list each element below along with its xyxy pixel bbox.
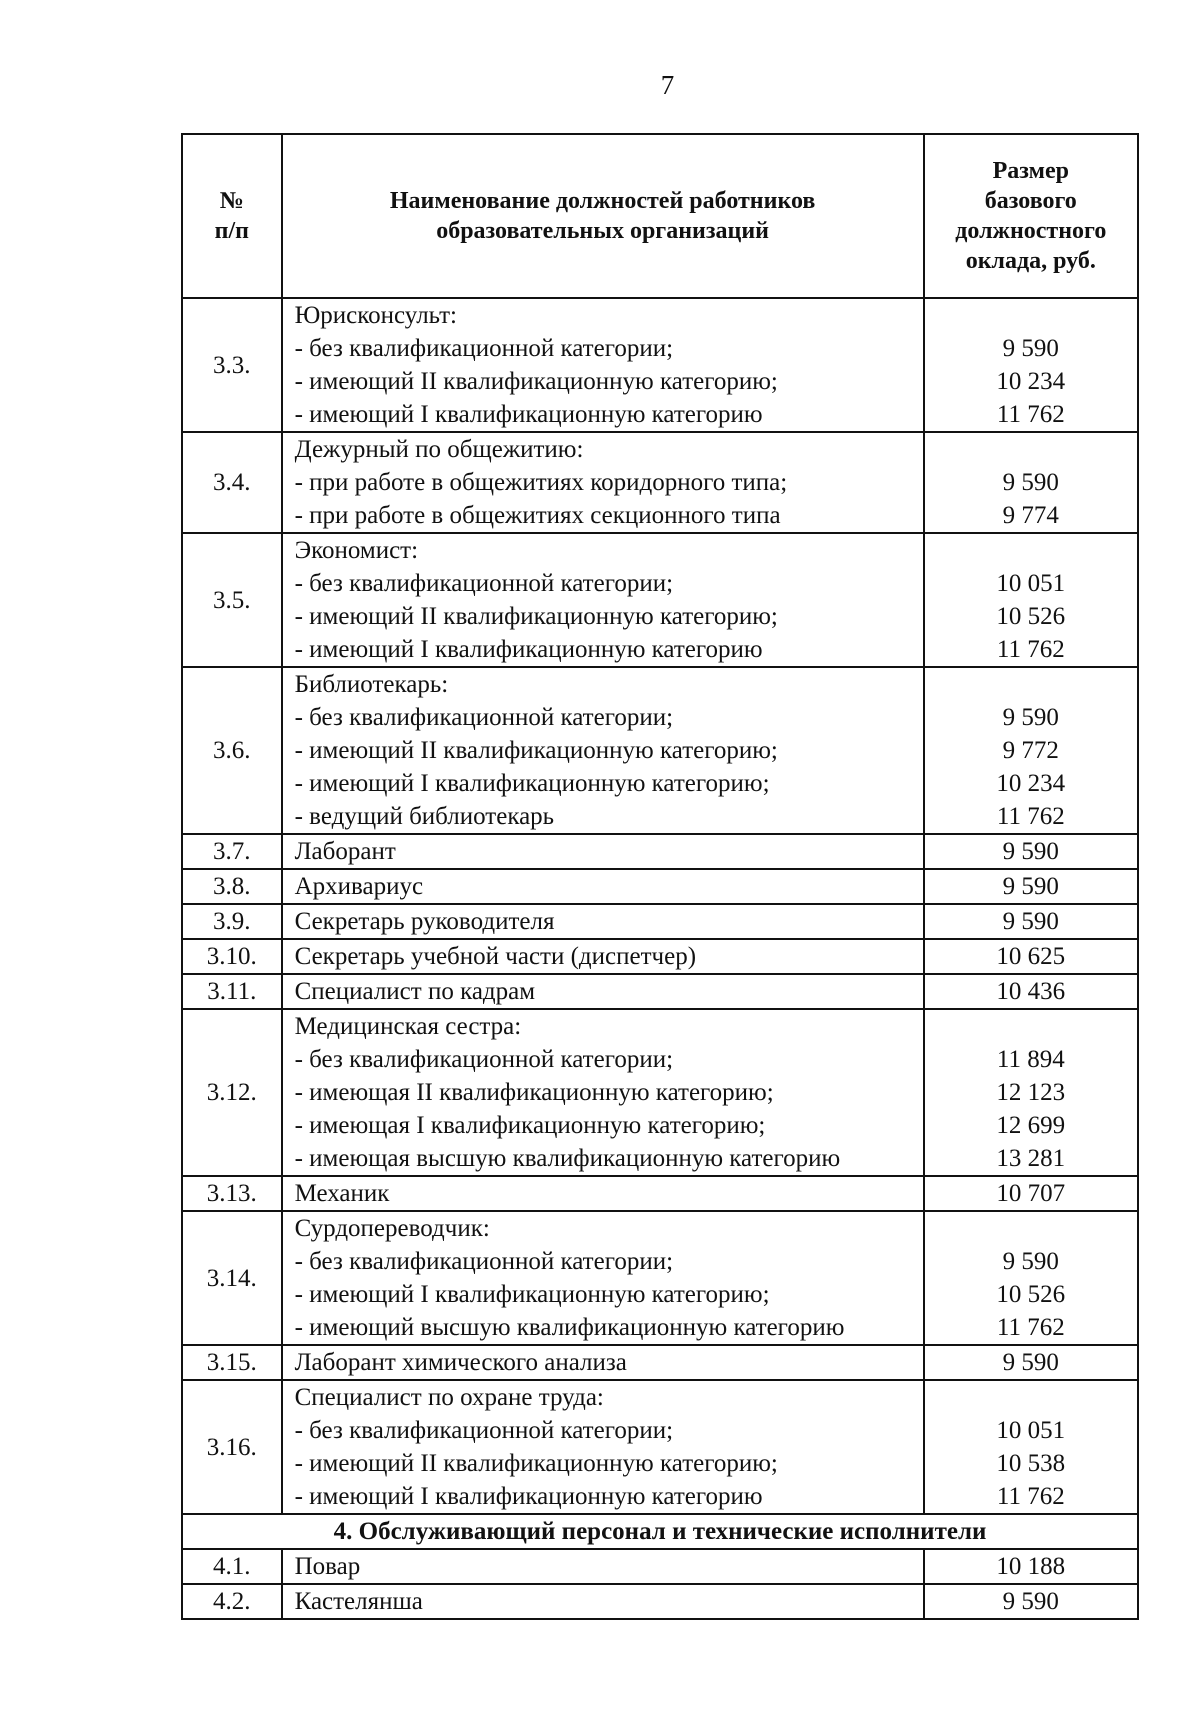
salary-value: 10 234 [996,770,1066,797]
row-number: 3.9. [182,904,282,939]
salary-value [935,1212,1127,1245]
header-number [182,134,282,298]
salary-cell [924,298,1138,432]
position-line: - ведущий библиотекарь [294,803,555,830]
position-name-cell [282,1584,924,1619]
position-line: - имеющий II квалификационную категорию; [294,368,778,395]
position-line: Сурдопереводчик: [294,1215,490,1242]
salary-cell [924,1345,1138,1380]
salary-value: 10 526 [996,1281,1066,1308]
position-line: - имеющая I квалификационную категорию; [294,1112,766,1139]
header-salary-line: оклада, руб. [965,248,1096,274]
header-salary-line: базового [984,188,1077,214]
position-line: Экономист: [294,537,419,564]
position-name-cell [282,1549,924,1584]
salary-value [935,534,1127,567]
salary-value: 10 234 [996,368,1066,395]
row-number: 3.16. [182,1380,282,1514]
salary-cell [924,667,1138,834]
position-line: Секретарь руководителя [294,908,555,935]
salary-cell [924,939,1138,974]
position-line: - имеющий II квалификационную категорию; [294,603,778,630]
row-number: 3.5. [182,533,282,667]
table-body [182,298,1138,1619]
salary-cell [924,974,1138,1009]
row-number: 3.10. [182,939,282,974]
salary-value [935,433,1127,466]
position-line: Лаборант химического анализа [294,1349,627,1376]
salary-value: 10 707 [996,1180,1066,1207]
position-line: Дежурный по общежитию: [294,436,584,463]
position-line: Специалист по охране труда: [294,1384,604,1411]
salary-table [181,133,1139,1620]
salary-value: 10 051 [996,1417,1066,1444]
table-header-row [182,134,1138,298]
position-line: - без квалификационной категории; [294,1046,674,1073]
position-line: Библиотекарь: [294,671,449,698]
row-number: 3.13. [182,1176,282,1211]
position-line: - имеющий I квалификационную категорию [294,636,763,663]
salary-value: 11 762 [996,1314,1065,1341]
row-number: 3.3. [182,298,282,432]
header-salary-line: Размер [992,158,1069,184]
salary-value: 11 762 [996,1483,1065,1510]
header-position-name [282,134,924,298]
row-number: 3.12. [182,1009,282,1176]
salary-value: 10 436 [996,978,1066,1005]
position-line: - без квалификационной категории; [294,704,674,731]
position-line: Архивариус [294,873,424,900]
salary-value: 10 625 [996,943,1066,970]
salary-value: 9 590 [1002,1248,1059,1275]
position-name-cell [282,869,924,904]
table-row [182,1211,1138,1345]
header-position-line: Наименование должностей работников [389,188,816,214]
salary-value: 9 590 [1002,873,1059,900]
section-title: 4. Обслуживающий персонал и технические исполнители [182,1514,1138,1549]
section-row [182,1514,1138,1549]
position-line: Секретарь учебной части (диспетчер) [294,943,697,970]
position-name-cell [282,904,924,939]
salary-cell [924,432,1138,533]
row-number: 4.2. [182,1584,282,1619]
salary-value: 10 188 [996,1553,1066,1580]
table-row [182,667,1138,834]
salary-value: 11 762 [996,401,1065,428]
salary-value: 9 590 [1002,1588,1059,1615]
salary-cell [924,904,1138,939]
position-line: Лаборант [294,838,396,865]
table-row [182,1345,1138,1380]
position-line: Механик [294,1180,390,1207]
header-number-line: № [219,188,244,214]
row-number: 3.14. [182,1211,282,1345]
position-line: - имеющий I квалификационную категорию; [294,1281,770,1308]
header-number-line: п/п [214,218,249,244]
position-line: - без квалификационной категории; [294,1248,674,1275]
salary-value [935,1381,1127,1414]
row-number: 3.15. [182,1345,282,1380]
position-line: - без квалификационной категории; [294,570,674,597]
position-line: - без квалификационной категории; [294,1417,674,1444]
salary-value: 11 762 [996,636,1065,663]
salary-value: 12 699 [996,1112,1066,1139]
position-line: Повар [294,1553,361,1580]
salary-value: 9 590 [1002,1349,1059,1376]
position-name-cell [282,432,924,533]
position-name-cell [282,1009,924,1176]
position-line: Специалист по кадрам [294,978,536,1005]
table-row [182,533,1138,667]
position-line: - при работе в общежитиях коридорного типа; [294,469,788,496]
salary-value: 11 762 [996,803,1065,830]
table-row [182,432,1138,533]
table-row [182,974,1138,1009]
position-line: - имеющий I квалификационную категорию; [294,770,770,797]
salary-cell [924,1380,1138,1514]
salary-value: 10 051 [996,570,1066,597]
position-line: - имеющий II квалификационную категорию; [294,737,778,764]
table-row [182,939,1138,974]
row-number: 3.11. [182,974,282,1009]
position-line: - имеющий I квалификационную категорию [294,1483,763,1510]
salary-value: 9 590 [1002,335,1059,362]
salary-cell [924,533,1138,667]
position-name-cell [282,1176,924,1211]
header-salary-line: должностного [955,218,1107,244]
position-name-cell [282,533,924,667]
salary-cell [924,869,1138,904]
position-name-cell [282,834,924,869]
salary-cell [924,1549,1138,1584]
position-name-cell [282,974,924,1009]
salary-value [935,668,1127,701]
header-salary [924,134,1138,298]
position-name-cell [282,1380,924,1514]
header-position-line: образовательных организаций [436,218,769,244]
position-name-cell [282,1345,924,1380]
position-line: - при работе в общежитиях секционного типа [294,502,781,529]
salary-value: 9 772 [1002,737,1059,764]
salary-value: 10 526 [996,603,1066,630]
salary-cell [924,1584,1138,1619]
table-row [182,298,1138,432]
table-row [182,869,1138,904]
salary-value [935,1010,1127,1043]
table-row [182,1009,1138,1176]
salary-value: 9 774 [1002,502,1059,529]
position-line: - имеющий II квалификационную категорию; [294,1450,778,1477]
salary-cell [924,1176,1138,1211]
position-line: Юрисконсульт: [294,302,457,329]
salary-value: 11 894 [996,1046,1065,1073]
salary-cell [924,1211,1138,1345]
salary-value: 9 590 [1002,908,1059,935]
salary-value: 9 590 [1002,838,1059,865]
position-line: - имеющий высшую квалификационную категорию [294,1314,845,1341]
salary-value [935,299,1127,332]
position-name-cell [282,1211,924,1345]
position-line: - имеющая высшую квалификационную категорию [294,1145,841,1172]
position-name-cell [282,939,924,974]
table-row [182,1380,1138,1514]
position-line: - без квалификационной категории; [294,335,674,362]
row-number: 3.7. [182,834,282,869]
salary-value: 13 281 [996,1145,1066,1172]
salary-cell [924,1009,1138,1176]
table-row [182,1584,1138,1619]
row-number: 4.1. [182,1549,282,1584]
salary-value: 12 123 [996,1079,1066,1106]
position-line: - имеющий I квалификационную категорию [294,401,763,428]
row-number: 3.6. [182,667,282,834]
page-number: 7 [660,70,675,100]
table-row [182,1549,1138,1584]
table-row [182,834,1138,869]
row-number: 3.8. [182,869,282,904]
salary-value: 9 590 [1002,469,1059,496]
row-number: 3.4. [182,432,282,533]
table-row [182,1176,1138,1211]
position-line: Медицинская сестра: [294,1013,522,1040]
position-line: Кастелянша [294,1588,423,1615]
position-name-cell [282,667,924,834]
table-row [182,904,1138,939]
salary-value: 9 590 [1002,704,1059,731]
position-line: - имеющая II квалификационную категорию; [294,1079,774,1106]
position-name-cell [282,298,924,432]
salary-cell [924,834,1138,869]
salary-value: 10 538 [996,1450,1066,1477]
